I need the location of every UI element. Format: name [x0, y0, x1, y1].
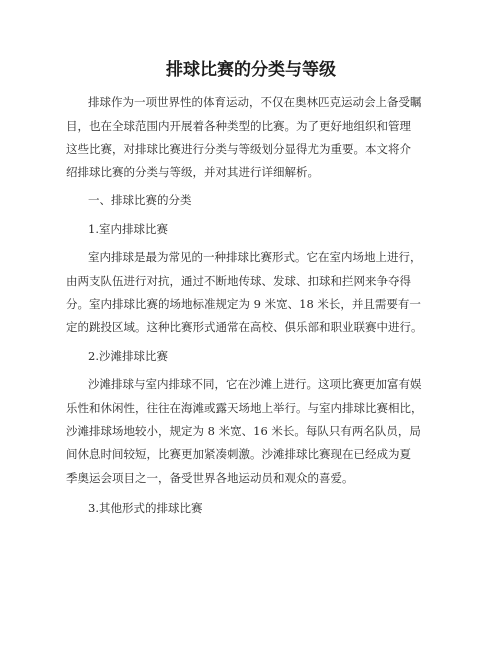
intro-line: 目，也在全球范围内开展着各种类型的比赛。为了更好地组织和管理: [66, 119, 411, 133]
paragraph-line: 分。室内排球比赛的场地标准规定为 9 米宽、18 米长，并且需要有一: [66, 297, 421, 311]
intro-line: 这些比赛，对排球比赛进行分类与等级划分显得尤为重要。本文将介: [66, 142, 411, 156]
intro-line: 排球作为一项世界性的体育运动，不仅在奥林匹克运动会上备受瞩: [88, 95, 422, 109]
subsection-heading: 1.室内排球比赛: [88, 222, 168, 236]
paragraph-line: 沙滩排球与室内排球不同，它在沙滩上进行。这项比赛更加富有娱: [88, 377, 422, 391]
paragraph-line: 间休息时间较短，比赛更加紧凑刺激。沙滩排球比赛现在已经成为夏: [66, 447, 411, 461]
subsection-heading: 2.沙滩排球比赛: [88, 349, 168, 363]
paragraph-line: 室内排球是最为常见的一种排球比赛形式。它在室内场地上进行，: [88, 250, 422, 264]
intro-line: 绍排球比赛的分类与等级，并对其进行详细解析。: [66, 165, 319, 179]
document-title: 排球比赛的分类与等级: [166, 60, 336, 80]
subsection-heading: 3.其他形式的排球比赛: [88, 501, 203, 515]
paragraph-line: 由两支队伍进行对抗，通过不断地传球、发球、扣球和拦网来争夺得: [66, 274, 411, 288]
paragraph-line: 沙滩排球场地较小，规定为 8 米宽、16 米长。每队只有两名队员，局: [66, 424, 421, 438]
paragraph-line: 定的跳投区域。这种比赛形式通常在高校、俱乐部和职业联赛中进行。: [66, 320, 423, 334]
paragraph-line: 季奥运会项目之一，备受世界各地运动员和观众的喜爱。: [66, 471, 354, 485]
section-heading: 一、排球比赛的分类: [88, 193, 192, 207]
paragraph-line: 乐性和休闲性，往往在海滩或露天场地上举行。与室内排球比赛相比，: [66, 401, 423, 415]
